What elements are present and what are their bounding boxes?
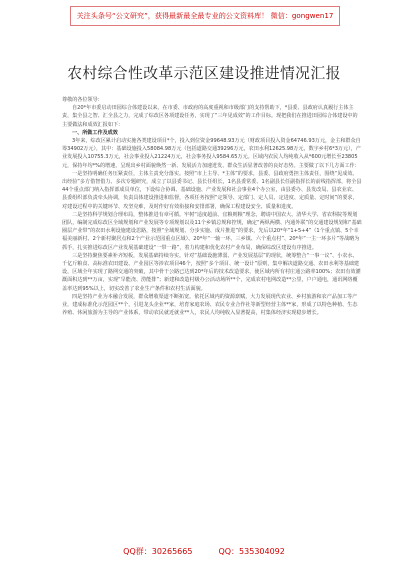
promo-banner [70, 6, 340, 26]
promo-banner-text: 关注头条号“公文研究”，获得最新最全最专业的公文资料库！ 微信：gongwen17 [76, 11, 334, 20]
qq-text: QQ：535304092 [218, 547, 285, 556]
document-title: 农村综合性改革示范区建设推进情况汇报 [67, 65, 341, 82]
greeting: 尊敬的各位领导： [62, 97, 103, 103]
section-heading: 一、所做工作及成效 [72, 129, 118, 136]
paragraph: 一是坚持明确任务压紧责任，主体主责充分落实。按照“市上主导、*主体”的要求，县委、县政府勇担主体责任，围绕“见成效、出经验”多方借智借力、多次专题研究，成立了以县委书记、县长任组长，1名县委常委、1名副县长任副指挥长的前线指挥部，将全县44个重点部门纳入指挥部成员单位，下设综合协调、基础设施、产业发展和社会事业4个办公室，由县委办、县发改局、县农业农、县委组织部负责牵头协调，负责具体建设推进和监督，各项任务按照“定领导、定部门、定人员、定进度、定质量、定时间”的要求，对建设过程中的关键环节、攻坚克难，及时作好有效衔接和安排部署，确保工程建设安全、质量和进度。 [62, 170, 362, 210]
document-body [62, 96, 362, 529]
paragraph: 二是坚持科学规划合理布局，整体推进有章可循。牢树“适度超前、宜粮则粮”理念，聘请中国农大、清华大学、省农科院等规划团队，编制完成综改区全域规划和产业发展等专项规划以及11个乡镇总规和控规，确定“两纵两横、内通外联”的交通建设规划和“基础圈层产业带”的农田水利设施建设思路，按照“全域规划、分步实施、成片推进”的要求，先后以20*年“1+5+4”（1个重点镇、5个幸福美丽新村、2个新村聚居点和2个产业示范园重点区域）、20*年“一轴一环、三乡镇、六个重点村”、20*年“一主一环多片”等战略为抓手，扎实推进综改区产业发展基础建设“一带一路”，着力构建和优化农村产业布局，确保综改区建设有序推进。 [62, 211, 362, 251]
contact-footer [0, 542, 408, 562]
paragraph: 3年来，综改区累计启动实施各类建设项目*个，投入到位资金99648.93万元（财政项目投入资金64746.93万元，金主和群众自筹34902万元），其中：基础设施投入58084.98万元（包括道路交通39296万元，农田水利12625.98万元，数字乡村6*3万元），产业发展投入10755.3万元，社会事业投入21224万元，社会事务投入9584.65万元。区域内农民人均纯收入从*600元增长至23805元，保持年均*%的增速，呈现出乡村面貌焕然一新、发展活力加速迸发、群众生活显著改善的良好态势。主要做了以下几方面工作： [62, 138, 361, 169]
paragraph: 自20*年市委启动田园综合体建设以来，在市委、市政府的高度重视和市级部门的支持帮助下，*县委、县政府认真履行主体主责，集全县之智、汇全县之力，完成了综改区各项建设任务，实现了“三年见成效”的工作目标。现把我们在推进田园综合体建设中的主要做法和成效汇报如下： [62, 105, 358, 128]
paragraph: 三是坚持聚焦要素补齐短板，发展基础持续夯实。针对“基础设施薄弱、产业发展基层”的现状，统筹整合“一事一议”、小农水、千亿斤粮食、高标准农田建设、产业园区等涉农项目46个，按照“多个项目、统一设计”原则，集中解决道路交通、农田水利等基础建设，区域全年实现了路网交通的突破，其中骨干公路已达到20*年后的技术改造要求，使区域内所有村庄通公路率100%；农田有效灌溉面积达到**万亩，实现“旱能浇、涝能排”；新建和改造村级办公活动场所**个，完成农村电网改造**公里，户户通电，通讯网络覆盖率达到95%以上，切实改善了农业生产条件和农村生活面貌。 [62, 252, 361, 292]
qq-group-text: QQ群：30265665 [123, 547, 193, 556]
paragraph: 四是坚持产业为本融合发展，群众增收渠道不断拓宽。依托区域内的资源禀赋，大力发展现代农业、乡村旅游和农产品加工等产业，建成标准化示范园区**个，引进龙头企业**家，培育家庭农场、农民专业合作社等新型经营主体**家，形成了以特色种植、生态养殖、休闲旅游为主导的产业体系，带动农民就近就业**人，农民人均纯收入显著提高，村集体经济实现稳步增长。 [62, 293, 358, 317]
